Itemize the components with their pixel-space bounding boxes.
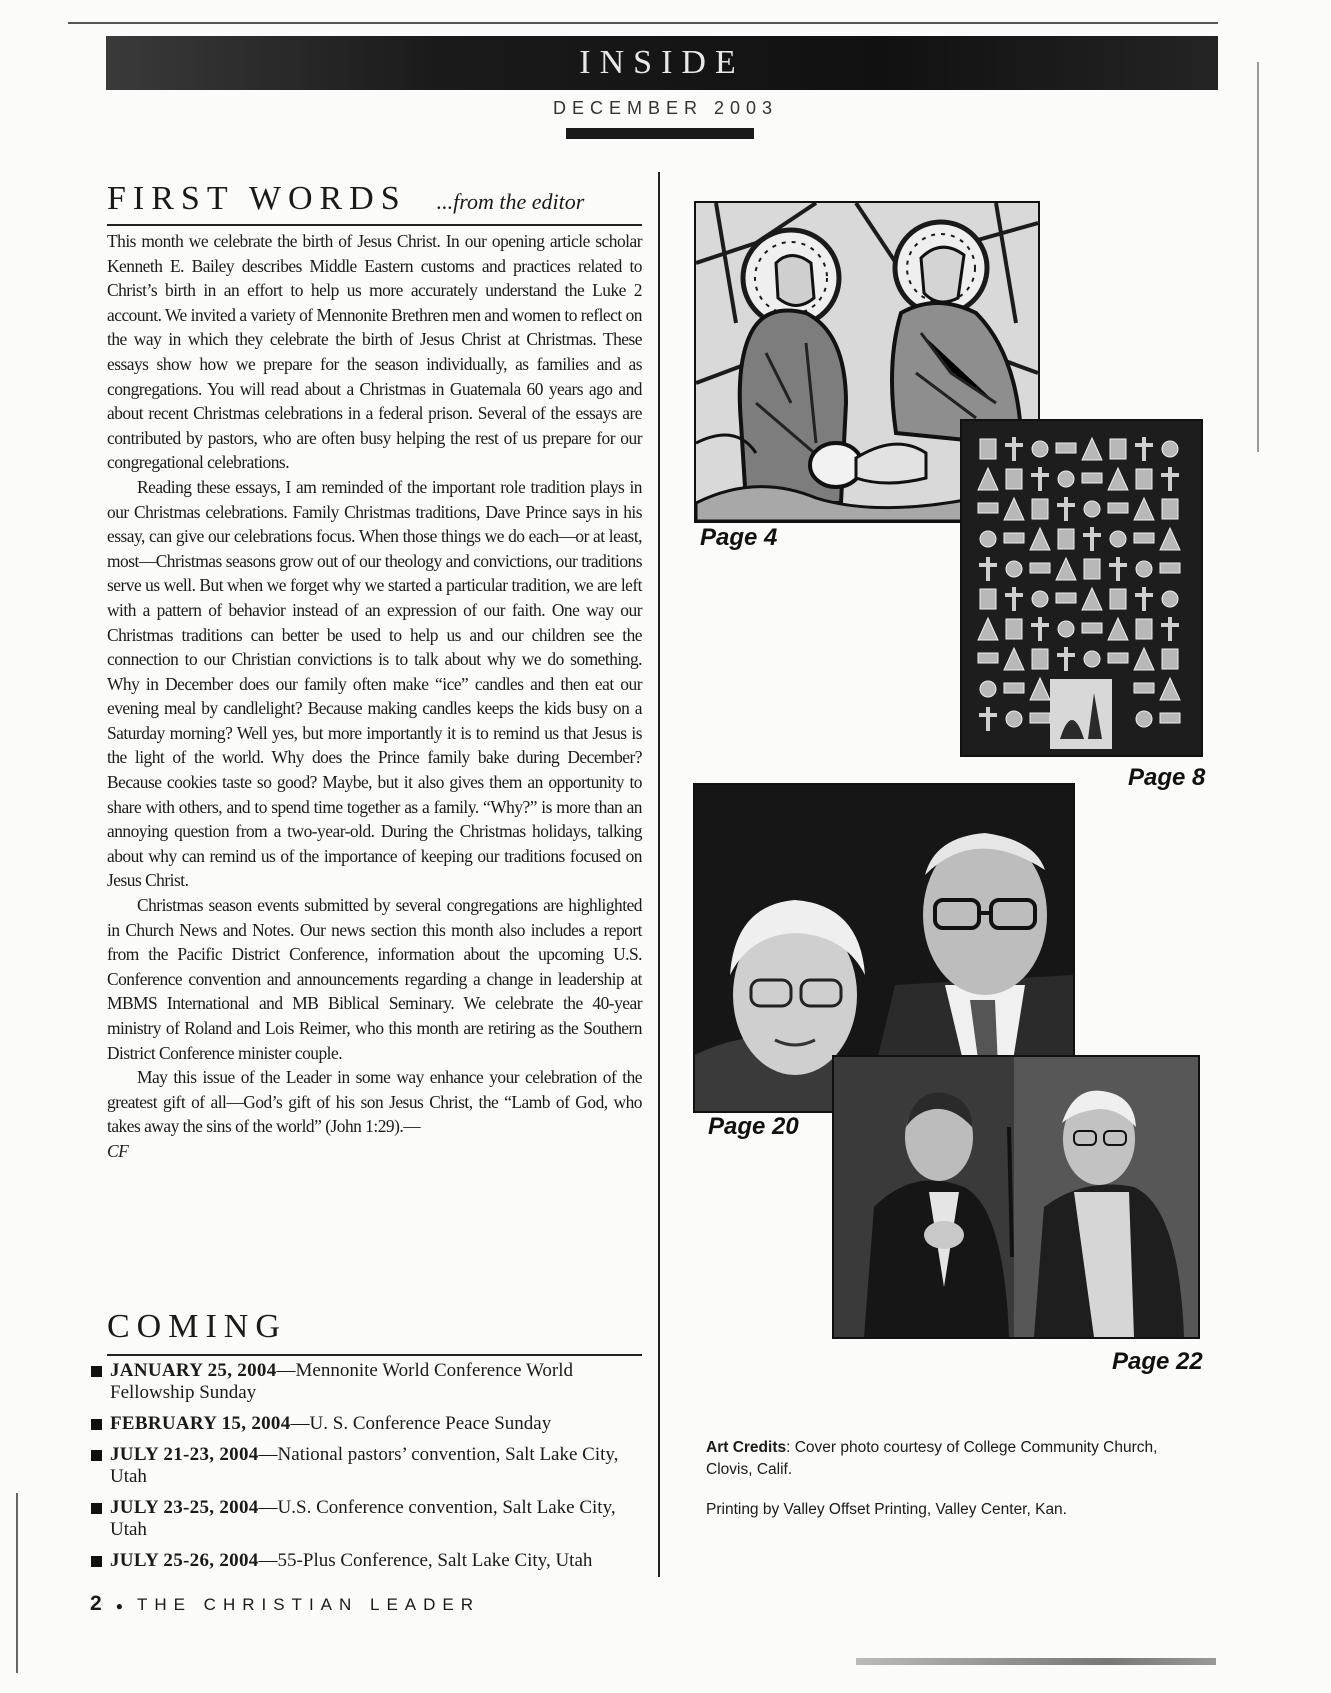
bullet-square-icon <box>91 1556 102 1567</box>
grid-symbol <box>1006 561 1022 577</box>
first-words-subtitle: ...from the editor <box>436 189 585 214</box>
issue-date: DECEMBER 2003 <box>552 98 779 118</box>
scan-edge-line-left <box>16 1493 18 1673</box>
grid-symbol <box>1082 473 1102 483</box>
leadership-photo <box>834 1057 1198 1337</box>
grid-symbol <box>1006 711 1022 727</box>
event-item <box>88 1360 643 1404</box>
scan-artifact-bottom <box>856 1658 1216 1665</box>
page-footer <box>90 1592 480 1616</box>
grid-symbol <box>1056 593 1076 603</box>
art-credits <box>706 1437 1176 1481</box>
bullet-square-icon <box>91 1419 102 1430</box>
grid-symbol <box>978 503 998 513</box>
grid-symbol <box>1084 559 1100 579</box>
grid-symbol <box>1110 589 1126 609</box>
art-credits-text: : Cover photo courtesy of College Community Church, Clovis, Calif. <box>706 1439 1158 1478</box>
grid-symbol <box>1004 683 1024 693</box>
event-date: JULY 25-26, 2004 <box>110 1550 259 1571</box>
grid-symbol <box>1136 619 1152 639</box>
event-item <box>88 1550 643 1572</box>
grid-symbol <box>1058 621 1074 637</box>
grid-symbol <box>1136 711 1152 727</box>
bullet-square-icon <box>91 1503 102 1514</box>
first-words-rule <box>107 224 642 226</box>
grid-symbol <box>1134 533 1154 543</box>
grid-symbol <box>1032 649 1048 669</box>
grid-symbol <box>980 439 996 459</box>
art-credits-label: Art Credits <box>706 1439 787 1456</box>
coming-heading: COMING <box>107 1308 287 1345</box>
event-date: FEBRUARY 15, 2004 <box>110 1413 291 1434</box>
event-date: JANUARY 25, 2004 <box>110 1360 277 1381</box>
page-8-label: Page 8 <box>1128 764 1206 791</box>
inside-banner: INSIDE <box>106 36 1218 90</box>
grid-symbol <box>1030 713 1050 723</box>
symbols-grid-image <box>960 419 1203 757</box>
page-20-label: Page 20 <box>708 1113 799 1140</box>
event-description: —U. S. Conference Peace Sunday <box>290 1413 552 1434</box>
column-divider <box>658 172 660 1577</box>
event-item <box>88 1444 643 1488</box>
grid-symbol <box>978 653 998 663</box>
article-paragraph: Reading these essays, I am reminded of the important role tradition plays in our Christmas celebrations. Family Christmas traditions, Dave Prince says in his essay, can give our celebrations focus. When those things we do each—or at least, most—Christmas seasons grow out of our theology and convictions, our traditions serve us well. But when we forget why we started a particular tradition, we are left with a pattern of behavior instead of an expression of our faith. One way our Christmas traditions can better be used to help us and our children see the connection to our Christian convictions is to talk about why we do something. Why in December does our family often make “ice” candles and then eat our evening meal by candlelight? Because making candles keeps the kids busy on a Saturday morning? Well yes, but more importantly it is to remind us that Jesus is the light of the world. Why does the Prince family bake during December? Because cookies taste so good? Maybe, but it also gives them an opportunity to share with others, and to spend time together as a family. “Why?” is more than an annoying question from a two-year-old. During the Christmas holidays, talking about why can remind us of the importance of keeping our traditions focused on Jesus Christ. <box>107 476 642 891</box>
event-description: —Mennonite World Conference World Fellowship Sunday <box>110 1360 573 1403</box>
event-description: —55-Plus Conference, Salt Lake City, Utah <box>258 1550 593 1571</box>
grid-symbol <box>1084 501 1100 517</box>
grid-symbol <box>980 531 996 547</box>
event-item <box>88 1497 643 1541</box>
grid-symbol <box>1136 469 1152 489</box>
grid-symbol <box>1030 563 1050 573</box>
event-description: —U.S. Conference convention, Salt Lake City, Utah <box>110 1497 616 1540</box>
publication-name: THE CHRISTIAN LEADER <box>136 1595 481 1614</box>
grid-symbol <box>1056 443 1076 453</box>
grid-symbol <box>1058 529 1074 549</box>
footer-bullet: ● <box>115 1599 123 1613</box>
printing-credit: Printing by Valley Offset Printing, Valley Center, Kan. <box>706 1501 1067 1518</box>
grid-symbol <box>1162 649 1178 669</box>
page-4-label: Page 4 <box>700 524 778 551</box>
scan-edge-line <box>1257 62 1259 452</box>
grid-symbol <box>980 589 996 609</box>
coming-rule <box>107 1354 642 1356</box>
grid-symbol <box>1032 499 1048 519</box>
grid-symbol <box>1160 713 1180 723</box>
grid-symbol <box>1082 623 1102 633</box>
coming-events-list <box>88 1360 643 1581</box>
bullet-square-icon <box>91 1366 102 1377</box>
article-paragraph: Christmas season events submitted by several congregations are highlighted in Church News and Notes. Our news section this month also includes a report from the Pacific District Conference, information about the upcoming U.S. Conference convention and announcements regarding a change in leadership at MBMS International and MB Biblical Seminary. We celebrate the 40-year ministry of Roland and Lois Reimer, who this month are retiring as the Southern District Conference minister couple. <box>107 895 642 1063</box>
event-date: JULY 21-23, 2004 <box>110 1444 259 1465</box>
bullet-square-icon <box>91 1450 102 1461</box>
top-rule <box>68 22 1218 24</box>
grid-symbol <box>1110 531 1126 547</box>
grid-symbol <box>1006 619 1022 639</box>
grid-symbol <box>1004 533 1024 543</box>
article-paragraph: May this issue of the Leader in some way enhance your celebration of the greatest gift of all—God’s gift of his son Jesus Christ, the “Lamb of God, who takes away the sins of the world” (John 1:29).— <box>107 1067 642 1137</box>
grid-symbol <box>1058 471 1074 487</box>
grid-symbol <box>1162 499 1178 519</box>
two-men-photo <box>832 1055 1200 1339</box>
grid-symbol <box>1136 561 1152 577</box>
grid-symbol <box>1084 651 1100 667</box>
page-22-label: Page 22 <box>1112 1348 1203 1375</box>
grid-symbol <box>1160 563 1180 573</box>
grid-symbol <box>1108 653 1128 663</box>
event-date: JULY 23-25, 2004 <box>110 1497 259 1518</box>
event-description: —National pastors’ convention, Salt Lake City, Utah <box>110 1444 619 1487</box>
grid-symbol <box>1032 441 1048 457</box>
grid-symbol <box>1162 441 1178 457</box>
page-number: 2 <box>90 1592 102 1615</box>
first-words-article <box>107 229 642 1164</box>
article-paragraph: This month we celebrate the birth of Jesus Christ. In our opening article scholar Kenneth E. Bailey describes Middle Eastern customs and practices related to Christ’s birth in an effort to help us more accurately understand the Luke 2 account. We invited a variety of Mennonite Brethren men and women to reflect on the way in which they celebrate the birth of Jesus Christ at Christmas. These essays show how we prepare for the season individually, as families and as congregations. You will read about a Christmas in Guatemala 60 years ago and about recent Christmas celebrations in a federal prison. Several of the essays are contributed by pastors, who are often busy helping the rest of us prepare for our congregational celebrations. <box>107 231 642 473</box>
grid-symbol <box>1032 591 1048 607</box>
grid-symbol <box>1006 469 1022 489</box>
first-words-title: FIRST WORDS <box>107 180 407 217</box>
christmas-symbols-grid <box>962 421 1201 755</box>
editor-signature: CF <box>107 1140 129 1161</box>
grid-symbol <box>980 681 996 697</box>
grid-symbol <box>1108 503 1128 513</box>
event-item <box>88 1413 643 1435</box>
first-words-heading <box>107 180 635 222</box>
grid-symbol <box>1162 591 1178 607</box>
grid-symbol <box>1110 439 1126 459</box>
grid-symbol <box>1134 683 1154 693</box>
credits-block <box>706 1437 1176 1539</box>
date-underline-bar <box>566 128 754 139</box>
